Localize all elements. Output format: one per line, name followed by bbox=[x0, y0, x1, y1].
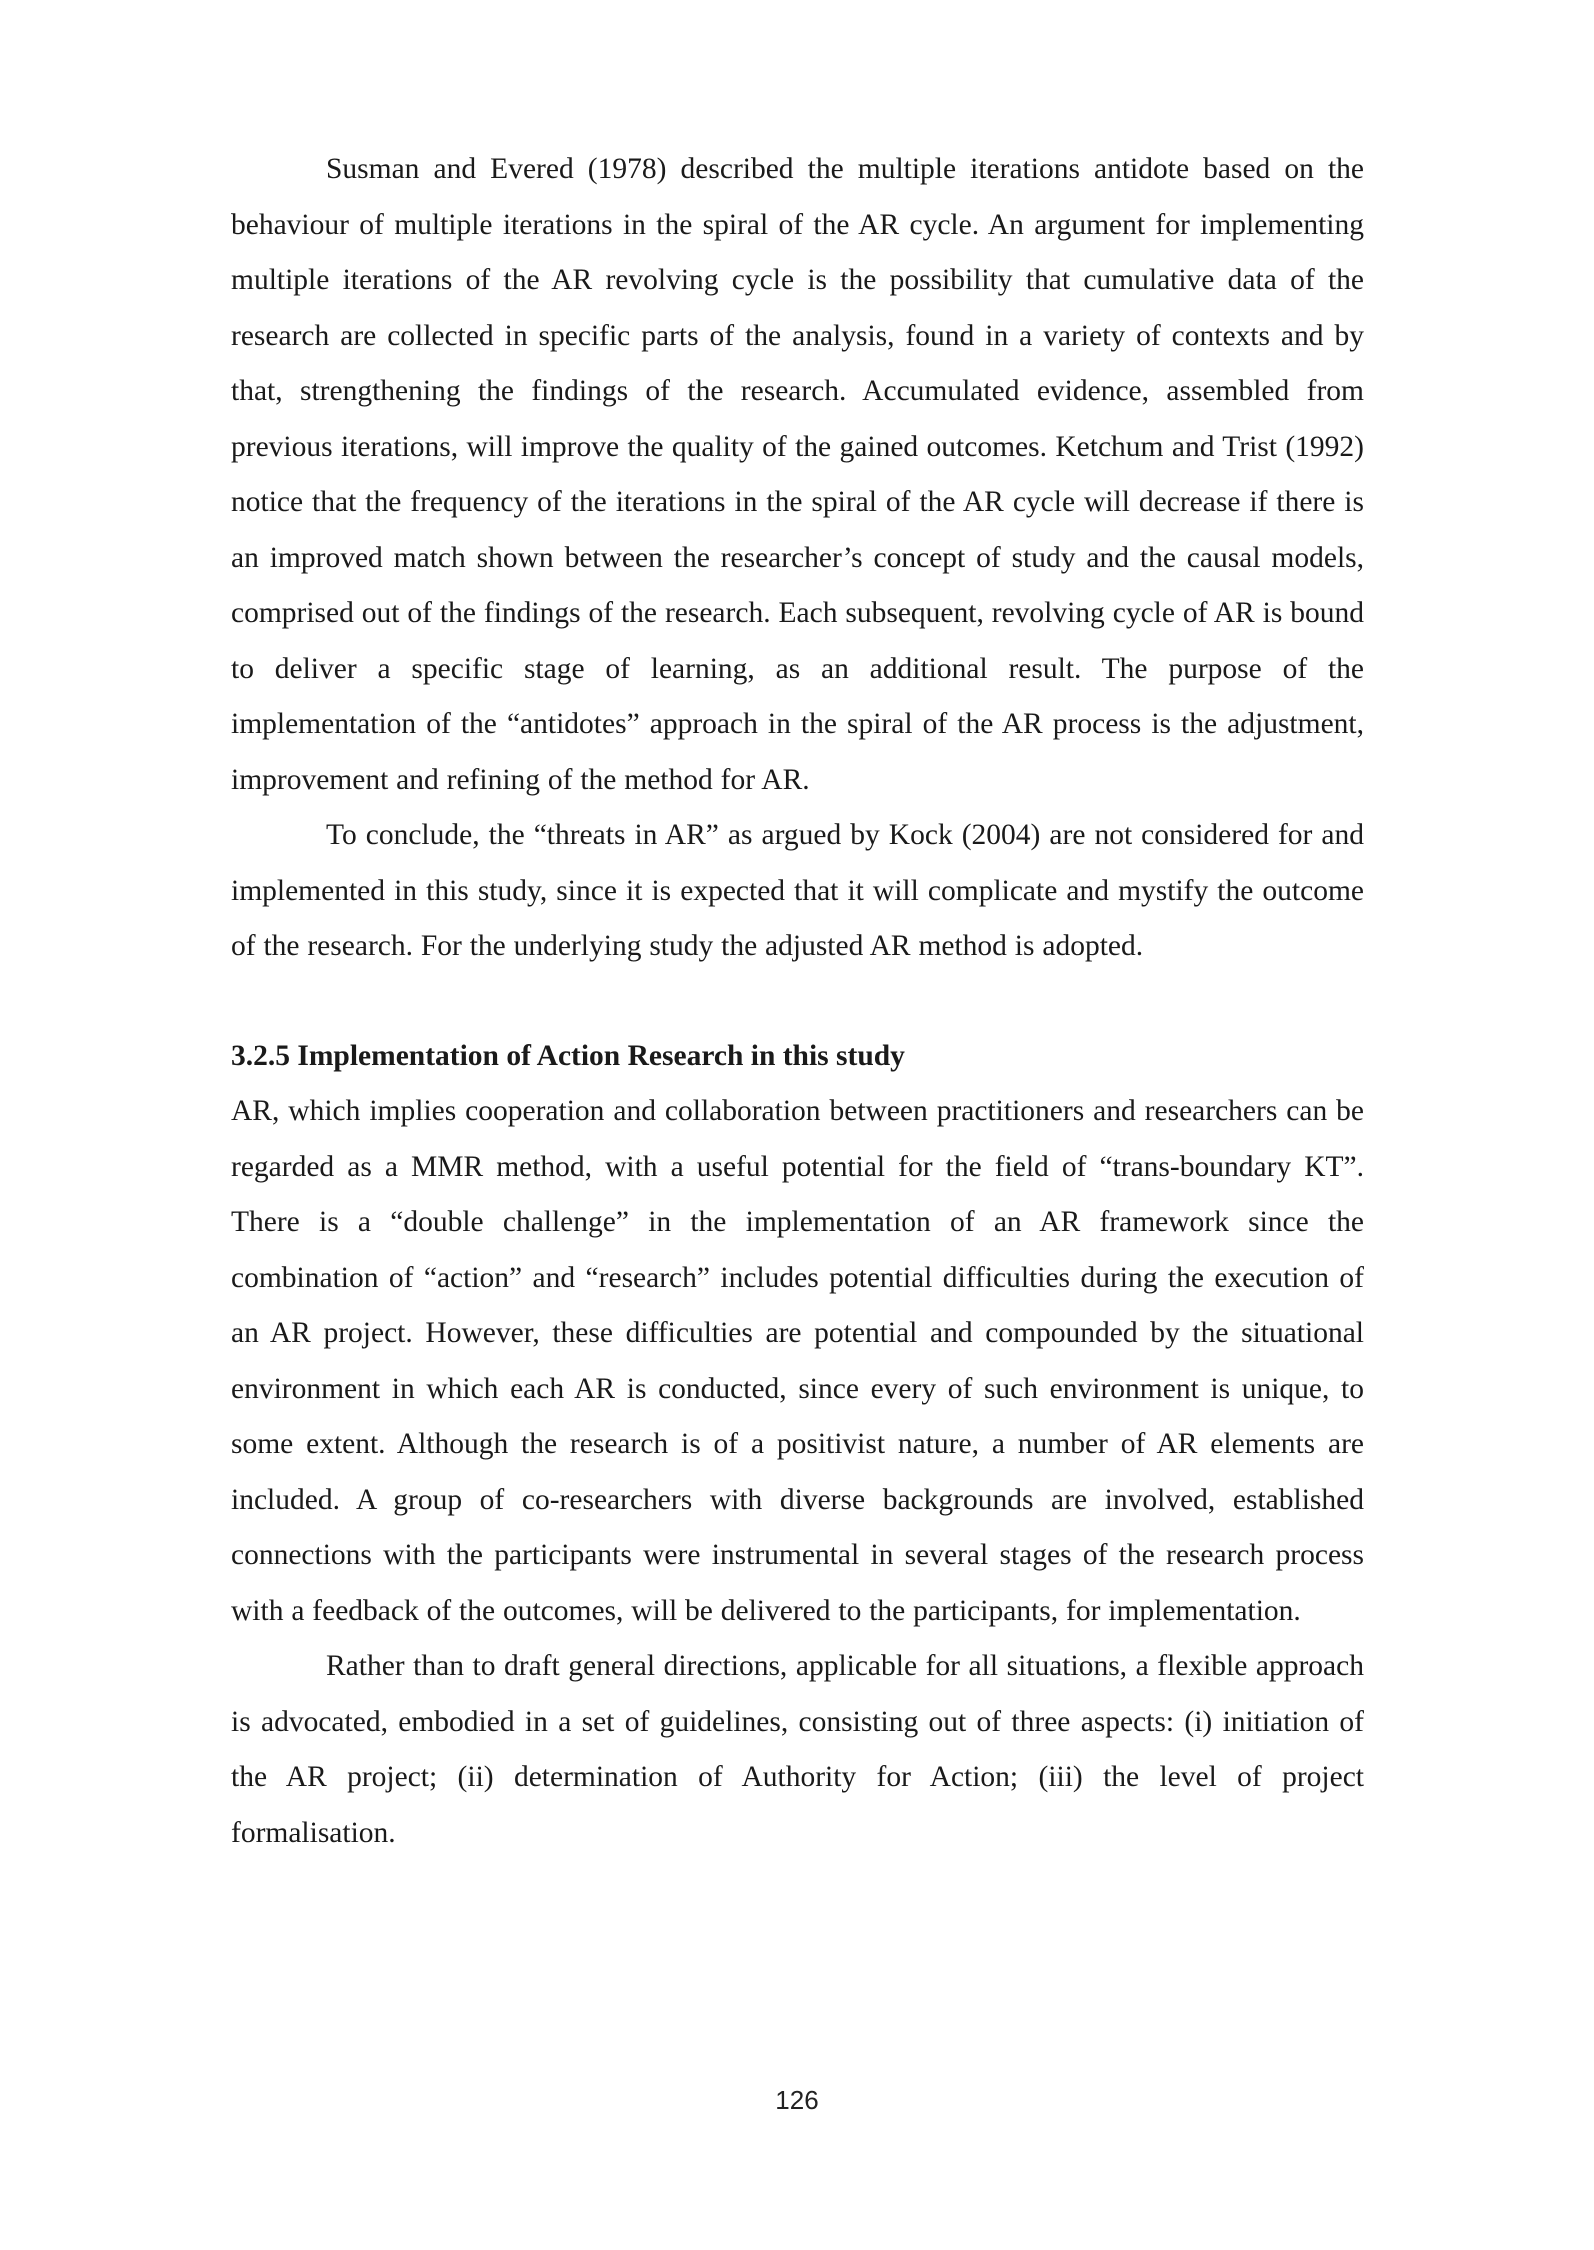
paragraph-conclusion: To conclude, the “threats in AR” as argued by Kock (2004) are not considered for and implemented in this study, since it is expected that it will complicate and mystify the outcome of the research. For the underlying study the adjusted AR method is adopted. bbox=[231, 819, 1364, 962]
section-heading: 3.2.5 Implementation of Action Research in this study bbox=[231, 1039, 905, 1072]
page-body bbox=[231, 142, 1364, 1861]
section-spacer bbox=[231, 975, 1364, 1029]
paragraph-implementation: AR, which implies cooperation and collaboration between practitioners and researchers can be regarded as a MMR method, with a useful potential for the field of “trans-boundary KT”. There is a “double challenge” in the implementation of an AR framework since the combination of “action” and “research” includes potential difficulties during the execution of an AR project. However, these difficulties are potential and compounded by the situational environment in which each AR is conducted, since every of such environment is unique, to some extent. Although the research is of a positivist nature, a number of AR elements are included. A group of co-researchers with diverse backgrounds are involved, established connections with the participants were instrumental in several stages of the research process with a feedback of the outcomes, will be delivered to the participants, for implementation. bbox=[231, 1095, 1364, 1627]
paragraph-guidelines: Rather than to draft general directions, applicable for all situations, a flexible approach is advocated, embodied in a set of guidelines, consisting out of three aspects: (i) initiation of the AR project; (ii) determination of Authority for Action; (iii) the level of project formalisation. bbox=[231, 1650, 1364, 1849]
paragraph-antidotes: Susman and Evered (1978) described the multiple iterations antidote based on the behaviour of multiple iterations in the spiral of the AR cycle. An argument for implementing multiple iterations of the AR revolving cycle is the possibility that cumulative data of the research are collected in specific parts of the analysis, found in a variety of contexts and by that, strengthening the findings of the research. Accumulated evidence, assembled from previous iterations, will improve the quality of the gained outcomes. Ketchum and Trist (1992) notice that the frequency of the iterations in the spiral of the AR cycle will decrease if there is an improved match shown between the researcher’s concept of study and the causal models, comprised out of the findings of the research. Each subsequent, revolving cycle of AR is bound to deliver a specific stage of learning, as an additional result. The purpose of the implementation of the “antidotes” approach in the spiral of the AR process is the adjustment, improvement and refining of the method for AR. bbox=[231, 153, 1364, 796]
page-number: 126 bbox=[775, 2085, 819, 2115]
